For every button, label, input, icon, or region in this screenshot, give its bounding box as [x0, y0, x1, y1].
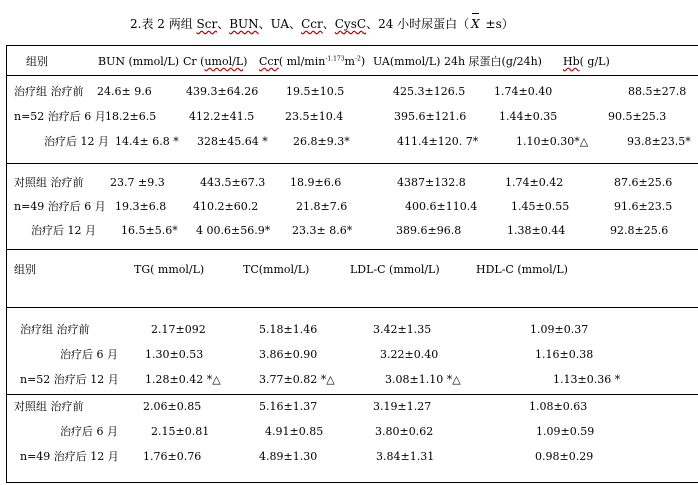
cell-bun: 19.3±6.8 — [115, 200, 167, 213]
cell-ldl: 3.42±1.35 — [373, 323, 432, 336]
header-ldl: LDL-C (mmol/L) — [350, 263, 440, 276]
cell-hdl: 1.09±0.59 — [536, 425, 595, 438]
cell-tg: 1.30±0.53 — [145, 348, 204, 361]
cell-ldl: 3.08±1.10 *△ — [385, 373, 461, 386]
title-cysc: CysC — [334, 17, 367, 31]
cell-bun: 14.4± 6.8 * — [115, 135, 179, 148]
cell-bun: 18.2±6.5 — [105, 110, 157, 123]
group-divider — [6, 163, 698, 164]
header-hb-name: Hb — [563, 55, 580, 68]
cell-hb: 92.8±25.6 — [610, 224, 669, 237]
cell-hdl: 1.13±0.36 * — [553, 373, 621, 386]
row-label: n=49 治疗后 6 月 — [14, 200, 106, 213]
cell-bun: 23.7 ±9.3 — [110, 176, 165, 189]
header-ccr-exp1: -1.173 — [325, 55, 345, 63]
row-label: n=49 治疗后 12 月 — [20, 450, 119, 463]
cell-protein: 1.74±0.40 — [494, 85, 553, 98]
header-ccr-name: Ccr — [259, 55, 279, 68]
cell-protein: 1.38±0.44 — [507, 224, 566, 237]
row-label: 治疗后 6 月 — [60, 425, 118, 438]
cell-cr: 328±45.64 * — [197, 135, 268, 148]
cell-hdl: 1.08±0.63 — [529, 400, 588, 413]
cell-tc: 4.91±0.85 — [265, 425, 324, 438]
header-ccr-exp2: -2 — [354, 55, 361, 63]
row-label: 治疗后 6 月 — [60, 348, 118, 361]
row-label: 对照组 治疗前 — [14, 176, 84, 189]
row-label: 治疗后 12 月 — [31, 224, 96, 237]
header-bun — [98, 55, 179, 68]
cell-hb: 87.6±25.6 — [614, 176, 673, 189]
title-scr: Scr — [196, 17, 218, 31]
cell-cr: 4 00.6±56.9* — [196, 224, 271, 237]
cell-cr: 443.5±67.3 — [200, 176, 266, 189]
cell-ccr: 23.5±10.4 — [285, 110, 344, 123]
cell-ua: 4387±132.8 — [397, 176, 466, 189]
cell-ldl: 3.19±1.27 — [373, 400, 432, 413]
header-ccr — [259, 55, 365, 68]
header-ua-protein: UA(mmol/L) 24h 尿蛋白(g/24h) — [373, 55, 542, 68]
cell-bun: 16.5±5.6* — [121, 224, 178, 237]
row-label: 治疗后 12 月 — [44, 135, 109, 148]
cell-protein: 1.74±0.42 — [505, 176, 564, 189]
cell-tg: 1.28±0.42 *△ — [145, 373, 221, 386]
header-hb-unit: ( g/L) — [579, 55, 610, 68]
cell-hdl: 1.16±0.38 — [535, 348, 594, 361]
cell-tg: 2.06±0.85 — [143, 400, 202, 413]
cell-ccr: 23.3± 8.6* — [292, 224, 353, 237]
cell-ccr: 26.8±9.3* — [293, 135, 350, 148]
header-cr — [183, 55, 247, 68]
header-bun-label: BUN (mmol/L) — [98, 55, 180, 68]
title-suffix: 、24 小时尿蛋白（ — [366, 17, 470, 31]
cell-ccr: 19.5±10.5 — [286, 85, 345, 98]
title-ccr: Ccr — [301, 17, 323, 31]
title-sd-symbol: ±s） — [481, 17, 514, 31]
group-divider-2 — [6, 394, 698, 395]
cell-tg: 1.76±0.76 — [143, 450, 202, 463]
header-group: 组别 — [14, 263, 36, 276]
header-hdl: HDL-C (mmol/L) — [476, 263, 568, 276]
header-ccr-close: ) — [360, 55, 366, 68]
cell-hb: 91.6±23.5 — [614, 200, 673, 213]
cell-ldl: 3.80±0.62 — [375, 425, 434, 438]
cell-hb: 93.8±23.5* — [627, 135, 691, 148]
cell-hdl: 1.09±0.37 — [530, 323, 589, 336]
cell-hb: 88.5±27.8 — [628, 85, 687, 98]
table-title — [130, 16, 514, 32]
table-divider — [6, 249, 698, 250]
cell-protein: 1.44±0.35 — [499, 110, 558, 123]
header-rule-2 — [6, 307, 698, 308]
cell-ua: 395.6±121.6 — [394, 110, 467, 123]
cell-ccr: 21.8±7.6 — [296, 200, 348, 213]
row-label: 对照组 治疗前 — [14, 400, 84, 413]
cell-ldl: 3.22±0.40 — [380, 348, 439, 361]
header-cr-unit: umol/L — [204, 55, 244, 68]
row-label: n=52 治疗后 12 月 — [20, 373, 119, 386]
header-hb — [563, 55, 610, 68]
cell-cr: 412.2±41.5 — [189, 110, 255, 123]
cell-ua: 400.6±110.4 — [405, 200, 478, 213]
cell-ua: 425.3±126.5 — [393, 85, 466, 98]
cell-hdl: 0.98±0.29 — [535, 450, 594, 463]
cell-ua: 389.6±96.8 — [396, 224, 462, 237]
title-prefix: 2.表 2 两组 — [130, 17, 197, 31]
table-top-border — [6, 45, 698, 46]
cell-tc: 3.77±0.82 *△ — [259, 373, 335, 386]
title-bun: BUN — [229, 17, 259, 31]
cell-protein: 1.45±0.55 — [511, 200, 570, 213]
title-sep: 、 — [217, 17, 230, 31]
header-ccr-unit: ( ml/min — [278, 55, 326, 68]
cell-ua: 411.4±120. 7* — [397, 135, 479, 148]
header-ccr-m: m — [344, 55, 355, 68]
row-label: 治疗组 治疗前 — [14, 85, 84, 98]
header-cr-close: ) — [243, 55, 248, 68]
table-left-border — [6, 45, 7, 482]
header-tg: TG( mmol/L) — [134, 263, 205, 276]
cell-tc: 5.18±1.46 — [259, 323, 318, 336]
row-label: n=52 治疗后 6 月 — [14, 110, 106, 123]
header-cr-name: Cr ( — [183, 55, 205, 68]
header-group: 组别 — [26, 55, 48, 68]
title-mean-symbol: X — [471, 17, 480, 31]
cell-hb: 90.5±25.3 — [608, 110, 667, 123]
cell-ldl: 3.84±1.31 — [376, 450, 435, 463]
cell-ccr: 18.9±6.6 — [290, 176, 342, 189]
header-rule — [6, 75, 698, 76]
cell-tc: 3.86±0.90 — [259, 348, 318, 361]
title-sep: 、 — [322, 17, 335, 31]
cell-protein: 1.10±0.30*△ — [516, 135, 589, 148]
table-bottom-border — [6, 482, 698, 483]
title-sep: 、UA、 — [258, 17, 302, 31]
cell-tc: 5.16±1.37 — [259, 400, 318, 413]
cell-bun: 24.6± 9.6 — [97, 85, 152, 98]
cell-tg: 2.17±092 — [151, 323, 206, 336]
cell-tg: 2.15±0.81 — [151, 425, 210, 438]
cell-tc: 4.89±1.30 — [259, 450, 318, 463]
row-label: 治疗组 治疗前 — [20, 323, 90, 336]
header-tc: TC(mmol/L) — [243, 263, 310, 276]
cell-cr: 410.2±60.2 — [193, 200, 259, 213]
cell-cr: 439.3±64.26 — [186, 85, 259, 98]
